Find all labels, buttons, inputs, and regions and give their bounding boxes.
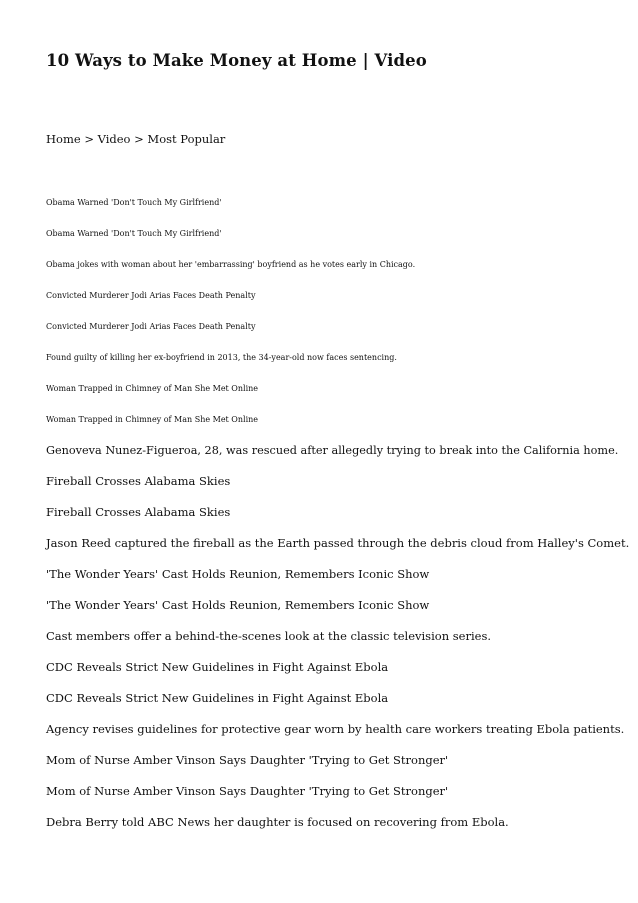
list-item: Woman Trapped in Chimney of Man She Met Online — [46, 384, 259, 393]
list-item: CDC Reveals Strict New Guidelines in Fight Against Ebola — [46, 660, 389, 674]
list-item: Convicted Murderer Jodi Arias Faces Death Penalty — [46, 291, 256, 300]
list-item: Obama Warned 'Don't Touch My Girlfriend' — [46, 229, 222, 238]
list-item: Genoveva Nunez-Figueroa, 28, was rescued after allegedly trying to break into the California home. — [46, 444, 619, 457]
list-item: Fireball Crosses Alabama Skies — [46, 505, 231, 519]
list-item: 'The Wonder Years' Cast Holds Reunion, Remembers Iconic Show — [46, 567, 430, 581]
list-item: Found guilty of killing her ex-boyfriend in 2013, the 34-year-old now faces sentencing. — [46, 353, 397, 362]
list-item: Convicted Murderer Jodi Arias Faces Death Penalty — [46, 322, 256, 331]
list-item: Cast members offer a behind-the-scenes look at the classic television series. — [46, 629, 491, 643]
list-item: Debra Berry told ABC News her daughter is focused on recovering from Ebola. — [46, 815, 509, 829]
list-item: Agency revises guidelines for protective gear worn by health care workers treating Ebola patients. — [46, 722, 625, 736]
list-item: Jason Reed captured the fireball as the Earth passed through the debris cloud from Halley's Comet. — [46, 536, 630, 550]
breadcrumb: Home > Video > Most Popular — [46, 132, 226, 146]
page-title: 10 Ways to Make Money at Home | Video — [46, 51, 427, 70]
list-item: CDC Reveals Strict New Guidelines in Fight Against Ebola — [46, 691, 389, 705]
list-item: 'The Wonder Years' Cast Holds Reunion, Remembers Iconic Show — [46, 598, 430, 612]
list-item: Woman Trapped in Chimney of Man She Met Online — [46, 415, 259, 424]
list-item: Obama jokes with woman about her 'embarrassing' boyfriend as he votes early in Chicago. — [46, 260, 416, 269]
list-item: Mom of Nurse Amber Vinson Says Daughter 'Trying to Get Stronger' — [46, 753, 449, 767]
article-list — [46, 194, 629, 845]
list-item: Obama Warned 'Don't Touch My Girlfriend' — [46, 198, 222, 207]
list-item: Mom of Nurse Amber Vinson Says Daughter 'Trying to Get Stronger' — [46, 784, 449, 798]
list-item: Fireball Crosses Alabama Skies — [46, 474, 231, 488]
